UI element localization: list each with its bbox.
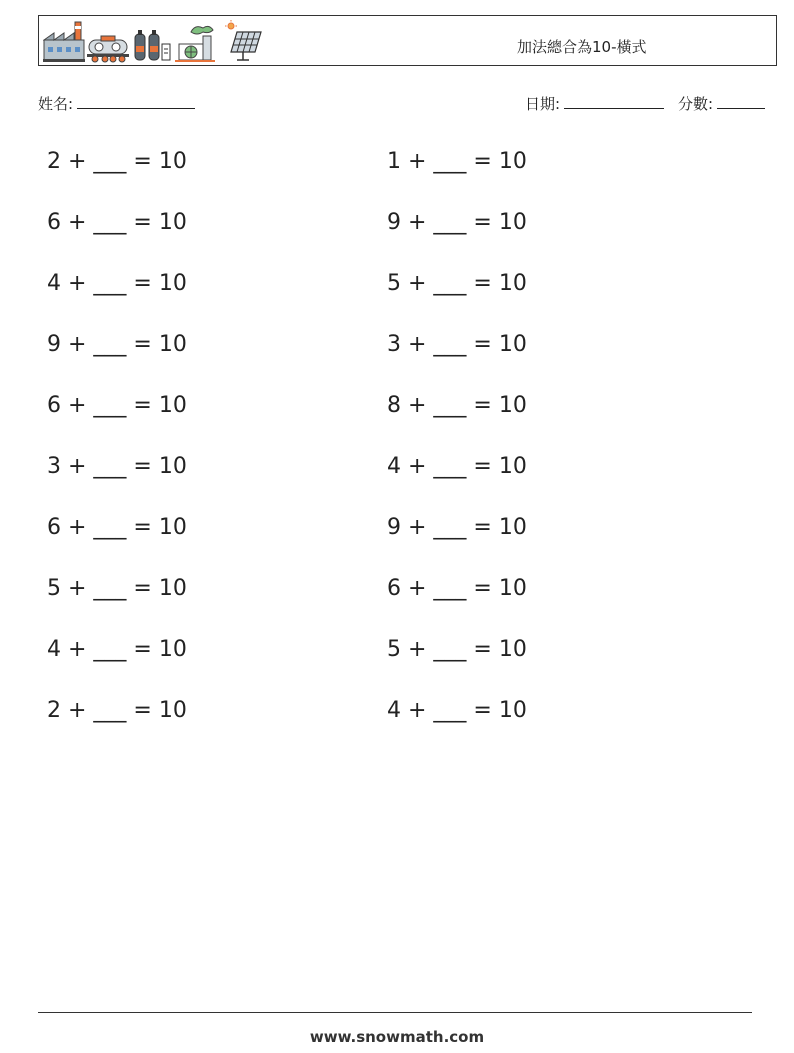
- problem-right-2: 9 + ___ = 10: [387, 210, 527, 235]
- worksheet-title: 加法總合為10-橫式: [517, 38, 647, 56]
- gas-cylinders-icon: [135, 30, 170, 60]
- problem-right-9: 5 + ___ = 10: [387, 637, 527, 662]
- problem-right-7: 9 + ___ = 10: [387, 515, 527, 540]
- problem-left-9: 4 + ___ = 10: [47, 637, 187, 662]
- problem-right-5: 8 + ___ = 10: [387, 393, 527, 418]
- problem-left-6: 3 + ___ = 10: [47, 454, 187, 479]
- problem-right-6: 4 + ___ = 10: [387, 454, 527, 479]
- problem-left-4: 9 + ___ = 10: [47, 332, 187, 357]
- header-icons: [43, 20, 265, 64]
- power-plant-icon: [175, 26, 215, 62]
- worksheet-header: [38, 15, 777, 66]
- tanker-train-icon: [87, 36, 129, 62]
- date-blank[interactable]: [564, 94, 664, 109]
- problem-left-10: 2 + ___ = 10: [47, 698, 187, 723]
- problem-left-8: 5 + ___ = 10: [47, 576, 187, 601]
- problem-right-4: 3 + ___ = 10: [387, 332, 527, 357]
- problem-left-7: 6 + ___ = 10: [47, 515, 187, 540]
- name-field: [38, 93, 195, 114]
- score-blank[interactable]: [717, 94, 765, 109]
- factory-icon: [43, 22, 85, 62]
- score-field: [678, 93, 765, 114]
- name-label: 姓名:: [38, 95, 74, 113]
- score-label: 分數:: [678, 95, 714, 113]
- footer-url[interactable]: www.snowmath.com: [309, 1028, 485, 1046]
- problem-left-5: 6 + ___ = 10: [47, 393, 187, 418]
- problem-right-1: 1 + ___ = 10: [387, 149, 527, 174]
- problem-right-10: 4 + ___ = 10: [387, 698, 527, 723]
- problem-right-8: 6 + ___ = 10: [387, 576, 527, 601]
- solar-panel-icon: [225, 20, 261, 60]
- problem-left-1: 2 + ___ = 10: [47, 149, 187, 174]
- footer-divider: [38, 1012, 752, 1013]
- name-blank[interactable]: [77, 94, 195, 109]
- problem-left-3: 4 + ___ = 10: [47, 271, 187, 296]
- date-field: [525, 93, 664, 114]
- problem-left-2: 6 + ___ = 10: [47, 210, 187, 235]
- problem-right-3: 5 + ___ = 10: [387, 271, 527, 296]
- date-label: 日期:: [525, 95, 561, 113]
